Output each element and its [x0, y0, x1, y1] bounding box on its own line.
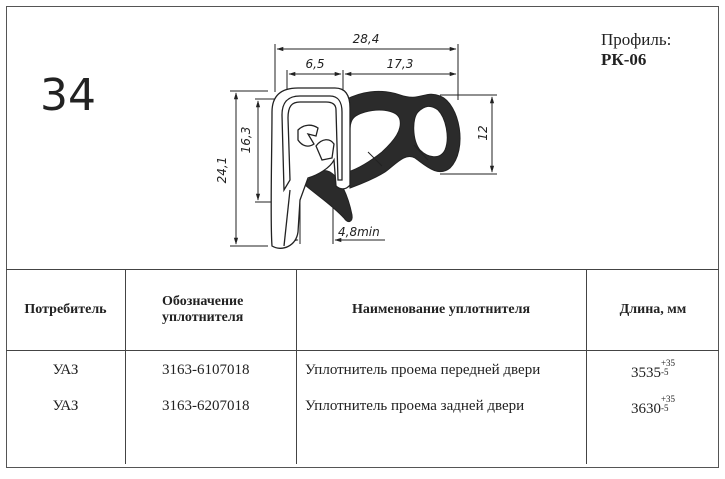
- dim-total-height: 24,1: [215, 156, 229, 184]
- dim-overall-width: 28,4: [352, 32, 380, 46]
- profile-code: РК-06: [601, 50, 647, 69]
- table-row: [6, 387, 719, 423]
- cell-consumer: УАЗ: [52, 362, 79, 378]
- cell-designation: 3163-6107018: [126, 351, 297, 388]
- page-number: 34: [40, 70, 96, 121]
- cell-name: Уплотнитель проема передней двери: [297, 351, 587, 388]
- tolerance-minus: -5: [660, 403, 669, 413]
- table-header-row: [6, 270, 719, 351]
- dim-left-width: 6,5: [305, 57, 325, 71]
- cell-length: [587, 351, 720, 388]
- profile-label: Профиль:: [601, 30, 672, 49]
- cell-name: Уплотнитель проема задней двери: [297, 387, 587, 423]
- cell-length: [587, 387, 720, 423]
- tolerance-minus: -5: [660, 367, 669, 377]
- tolerance-plus: +35: [660, 358, 676, 368]
- length-tolerance: [661, 359, 675, 377]
- header-designation: Обозначение уплотнителя: [126, 270, 297, 351]
- dim-right-width: 17,3: [386, 57, 414, 71]
- header-length: Длина, мм: [587, 270, 720, 351]
- length-value: 3630: [630, 401, 661, 417]
- seal-spec-table: [6, 269, 719, 464]
- dim-bulb-height: 12: [476, 125, 490, 141]
- cell-consumer: УАЗ: [52, 398, 79, 414]
- header-name: Наименование уплотнителя: [297, 270, 587, 351]
- dim-min-thickness: 4,8min: [338, 225, 380, 239]
- length-tolerance: [661, 395, 675, 413]
- cell-designation: 3163-6207018: [126, 387, 297, 423]
- tolerance-plus: +35: [660, 394, 676, 404]
- dim-inner-height: 16,3: [239, 126, 253, 154]
- length-value: 3535: [630, 365, 661, 381]
- table-spacer-row: [6, 423, 719, 464]
- table-row: [6, 351, 719, 388]
- header-consumer: Потребитель: [6, 270, 126, 351]
